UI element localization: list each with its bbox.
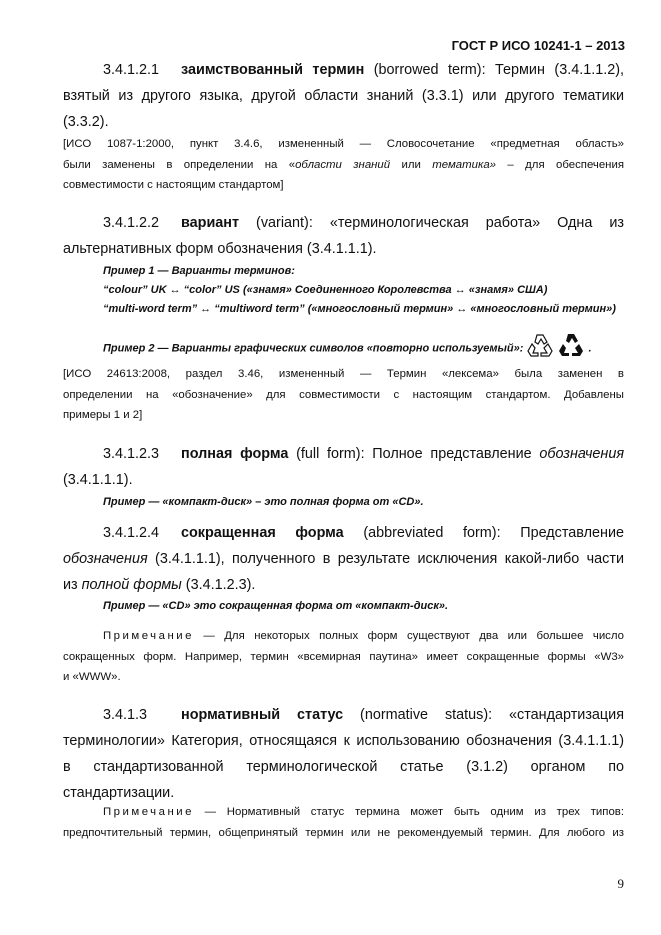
term-entry-abbreviated-form [63, 520, 624, 598]
term-number: 3.4.1.3 [103, 707, 148, 723]
page-number: 9 [617, 876, 624, 891]
example-line: Пример — «CD» это сокращенная форма от «компакт-диск». [103, 600, 449, 612]
note-3 [63, 626, 624, 688]
term-definition: (3.4.1.1.1). [63, 472, 133, 488]
term-name: нормативный статус [181, 707, 344, 723]
term-definition: обозначения (3.4.1.1.1), полученного в результате исключения какой-либо части [63, 551, 624, 567]
term-definition: взятый из другого языка, другой области знаний (3.3.1) или другого тематики [63, 88, 624, 104]
term-definition: стандартизации. [63, 785, 175, 801]
recycle-filled-icon [557, 332, 585, 365]
note-label: Примечание [103, 630, 194, 642]
term-definition: (full form): Полное представление [288, 446, 540, 462]
term-number: 3.4.1.2.4 [103, 525, 160, 541]
source-note-1 [63, 134, 624, 196]
standard-header: ГОСТ Р ИСО 10241-1 – 2013 [451, 38, 625, 53]
examples-variant [103, 262, 616, 319]
note-4 [63, 802, 624, 843]
term-definition: из полной формы (3.4.1.2.3). [63, 577, 256, 593]
example-line: Пример — «компакт-диск» – это полная форма от «CD». [103, 496, 424, 508]
example-full-form [103, 493, 424, 512]
note-line: определении на «обозначение» для совместимости с настоящим стандартом. Добавлены [63, 388, 624, 401]
example-line: Пример 1 — Варианты терминов: [103, 265, 295, 277]
term-definition: обозначения [539, 446, 625, 462]
term-definition: терминологии» Категория, относящаяся к использованию обозначения (3.4.1.1.1) [63, 733, 624, 749]
term-name: заимствованный термин [181, 62, 365, 78]
term-definition: альтернативных форм обозначения (3.4.1.1.1). [63, 241, 377, 257]
term-name: вариант [181, 215, 240, 231]
term-number: 3.4.1.2.1 [103, 62, 160, 78]
term-entry-borrowed [63, 57, 624, 135]
source-note-2 [63, 364, 624, 426]
recycle-outline-icon [526, 332, 554, 365]
term-definition: (normative status): «стандартизация [343, 707, 625, 723]
example-line: Пример 2 — Варианты графических символов «повторно используемый»: [103, 342, 524, 355]
note-line: — Для некоторых полных форм существуют два или большее число [193, 630, 624, 642]
note-line: предпочтительный термин, общепринятый термин или не рекомендуемый термин. Для любого из [63, 826, 624, 839]
note-line: совместимости с настоящим стандартом] [63, 179, 284, 191]
note-line: — Нормативный статус термина может быть одним из трех типов: [193, 806, 624, 818]
term-entry-variant [63, 210, 624, 262]
example-line: . [588, 342, 592, 355]
term-number: 3.4.1.2.2 [103, 215, 160, 231]
example-abbreviated-form [103, 597, 448, 616]
term-definition: (abbreviated form): Представление [343, 525, 624, 541]
term-name: полная форма [181, 446, 289, 462]
note-line: примеры 1 и 2] [63, 409, 143, 421]
note-line: и «WWW». [63, 671, 121, 683]
note-label: Примечание [103, 806, 194, 818]
term-definition: (3.3.2). [63, 114, 109, 130]
term-entry-normative-status [63, 702, 624, 806]
term-number: 3.4.1.2.3 [103, 446, 160, 462]
example-symbols-line [103, 332, 592, 365]
note-line: были заменены в определении на «области знаний или тематика» – для обеспечения [63, 158, 624, 171]
term-definition: (variant): «терминологическая работа» Одна из [239, 215, 624, 231]
term-entry-full-form [63, 441, 624, 493]
term-definition: (borrowed term): Термин (3.4.1.1.2), [364, 62, 624, 78]
note-line: [ИСО 1087-1:2000, пункт 3.4.6, измененный — Словосочетание «предметная область» [63, 138, 624, 150]
example-line: “colour” UK ↔ “color” US («знамя» Соединенного Королевства ↔ «знамя» США) [103, 284, 548, 296]
note-line: сокращенных форм. Например, термин «всемирная паутина» имеет сокращенные формы «W3» [63, 650, 624, 663]
example-line: “multi-word term” ↔ “multiword term” («многословный термин» ↔ «многословный термин») [103, 303, 616, 315]
note-line: [ИСО 24613:2008, раздел 3.46, измененный — Термин «лексема» была заменен в [63, 368, 624, 380]
term-definition: в стандартизованной терминологической статье (3.1.2) органом по [63, 759, 624, 775]
term-name: сокращенная форма [181, 525, 344, 541]
